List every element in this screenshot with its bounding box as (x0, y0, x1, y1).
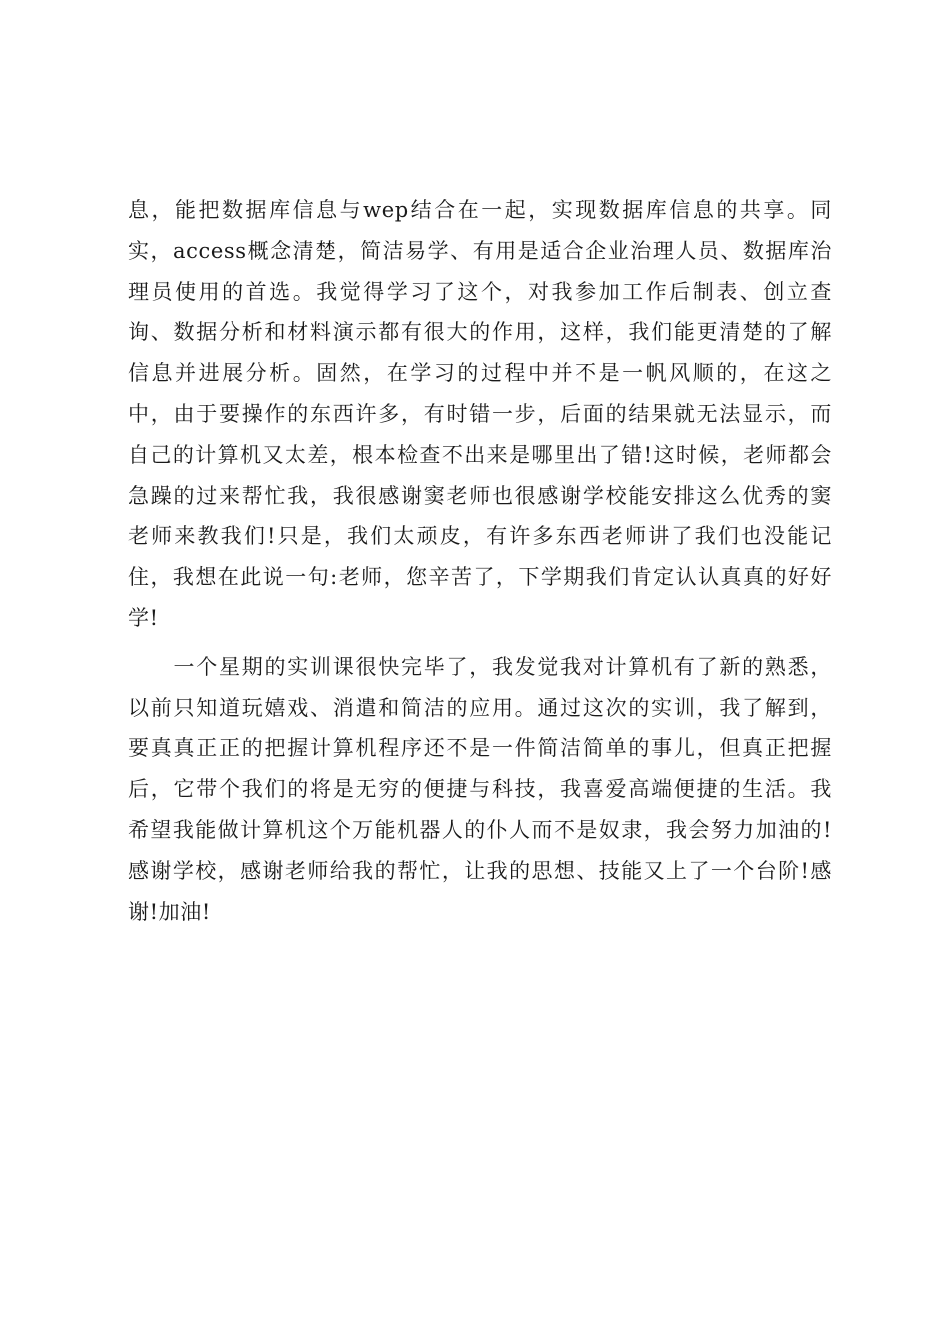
paragraph-2 (128, 647, 832, 933)
text-line: 一个星期的实训课很快完毕了，我发觉我对计算机有了新的熟悉， (128, 654, 832, 679)
paragraph-1 (128, 190, 832, 639)
text-line: 后，它带个我们的将是无穷的便捷与科技，我喜爱高端便捷的生活。我 (128, 777, 832, 802)
text-line: 询、数据分析和材料演示都有很大的作用，这样，我们能更清楚的了解 (128, 320, 832, 345)
text-line: 实，access概念清楚，简洁易学、有用是适合企业治理人员、数据库治 (128, 238, 832, 263)
text-line: 老师来教我们!只是，我们太顽皮，有许多东西老师讲了我们也没能记 (128, 524, 832, 549)
text-line: 谢!加油! (128, 899, 211, 924)
text-line: 信息并进展分析。固然，在学习的过程中并不是一帆风顺的，在这之 (128, 361, 832, 386)
text-line: 息，能把数据库信息与wep结合在一起，实现数据库信息的共享。同 (128, 198, 832, 222)
text-line: 以前只知道玩嬉戏、消遣和简洁的应用。通过这次的实训，我了解到， (128, 695, 832, 720)
text-line: 自己的计算机又太差，根本检查不出来是哪里出了错!这时候，老师都会 (128, 442, 832, 467)
text-line: 理员使用的首选。我觉得学习了这个，对我参加工作后制表、创立查 (128, 279, 832, 304)
text-line: 急躁的过来帮忙我，我很感谢窦老师也很感谢学校能安排这么优秀的窦 (128, 483, 832, 508)
document-body (128, 190, 832, 932)
text-line: 学! (128, 605, 159, 630)
text-line: 中，由于要操作的东西许多，有时错一步，后面的结果就无法显示，而 (128, 401, 832, 426)
text-line: 感谢学校，感谢老师给我的帮忙，让我的思想、技能又上了一个台阶!感 (128, 858, 832, 883)
text-line: 希望我能做计算机这个万能机器人的仆人而不是奴隶，我会努力加油的! (128, 817, 832, 842)
text-line: 要真真正正的把握计算机程序还不是一件简洁简单的事儿，但真正把握 (128, 736, 832, 761)
text-line: 住，我想在此说一句:老师，您辛苦了，下学期我们肯定认认真真的好好 (128, 565, 832, 590)
paragraph-spacer (128, 639, 832, 647)
